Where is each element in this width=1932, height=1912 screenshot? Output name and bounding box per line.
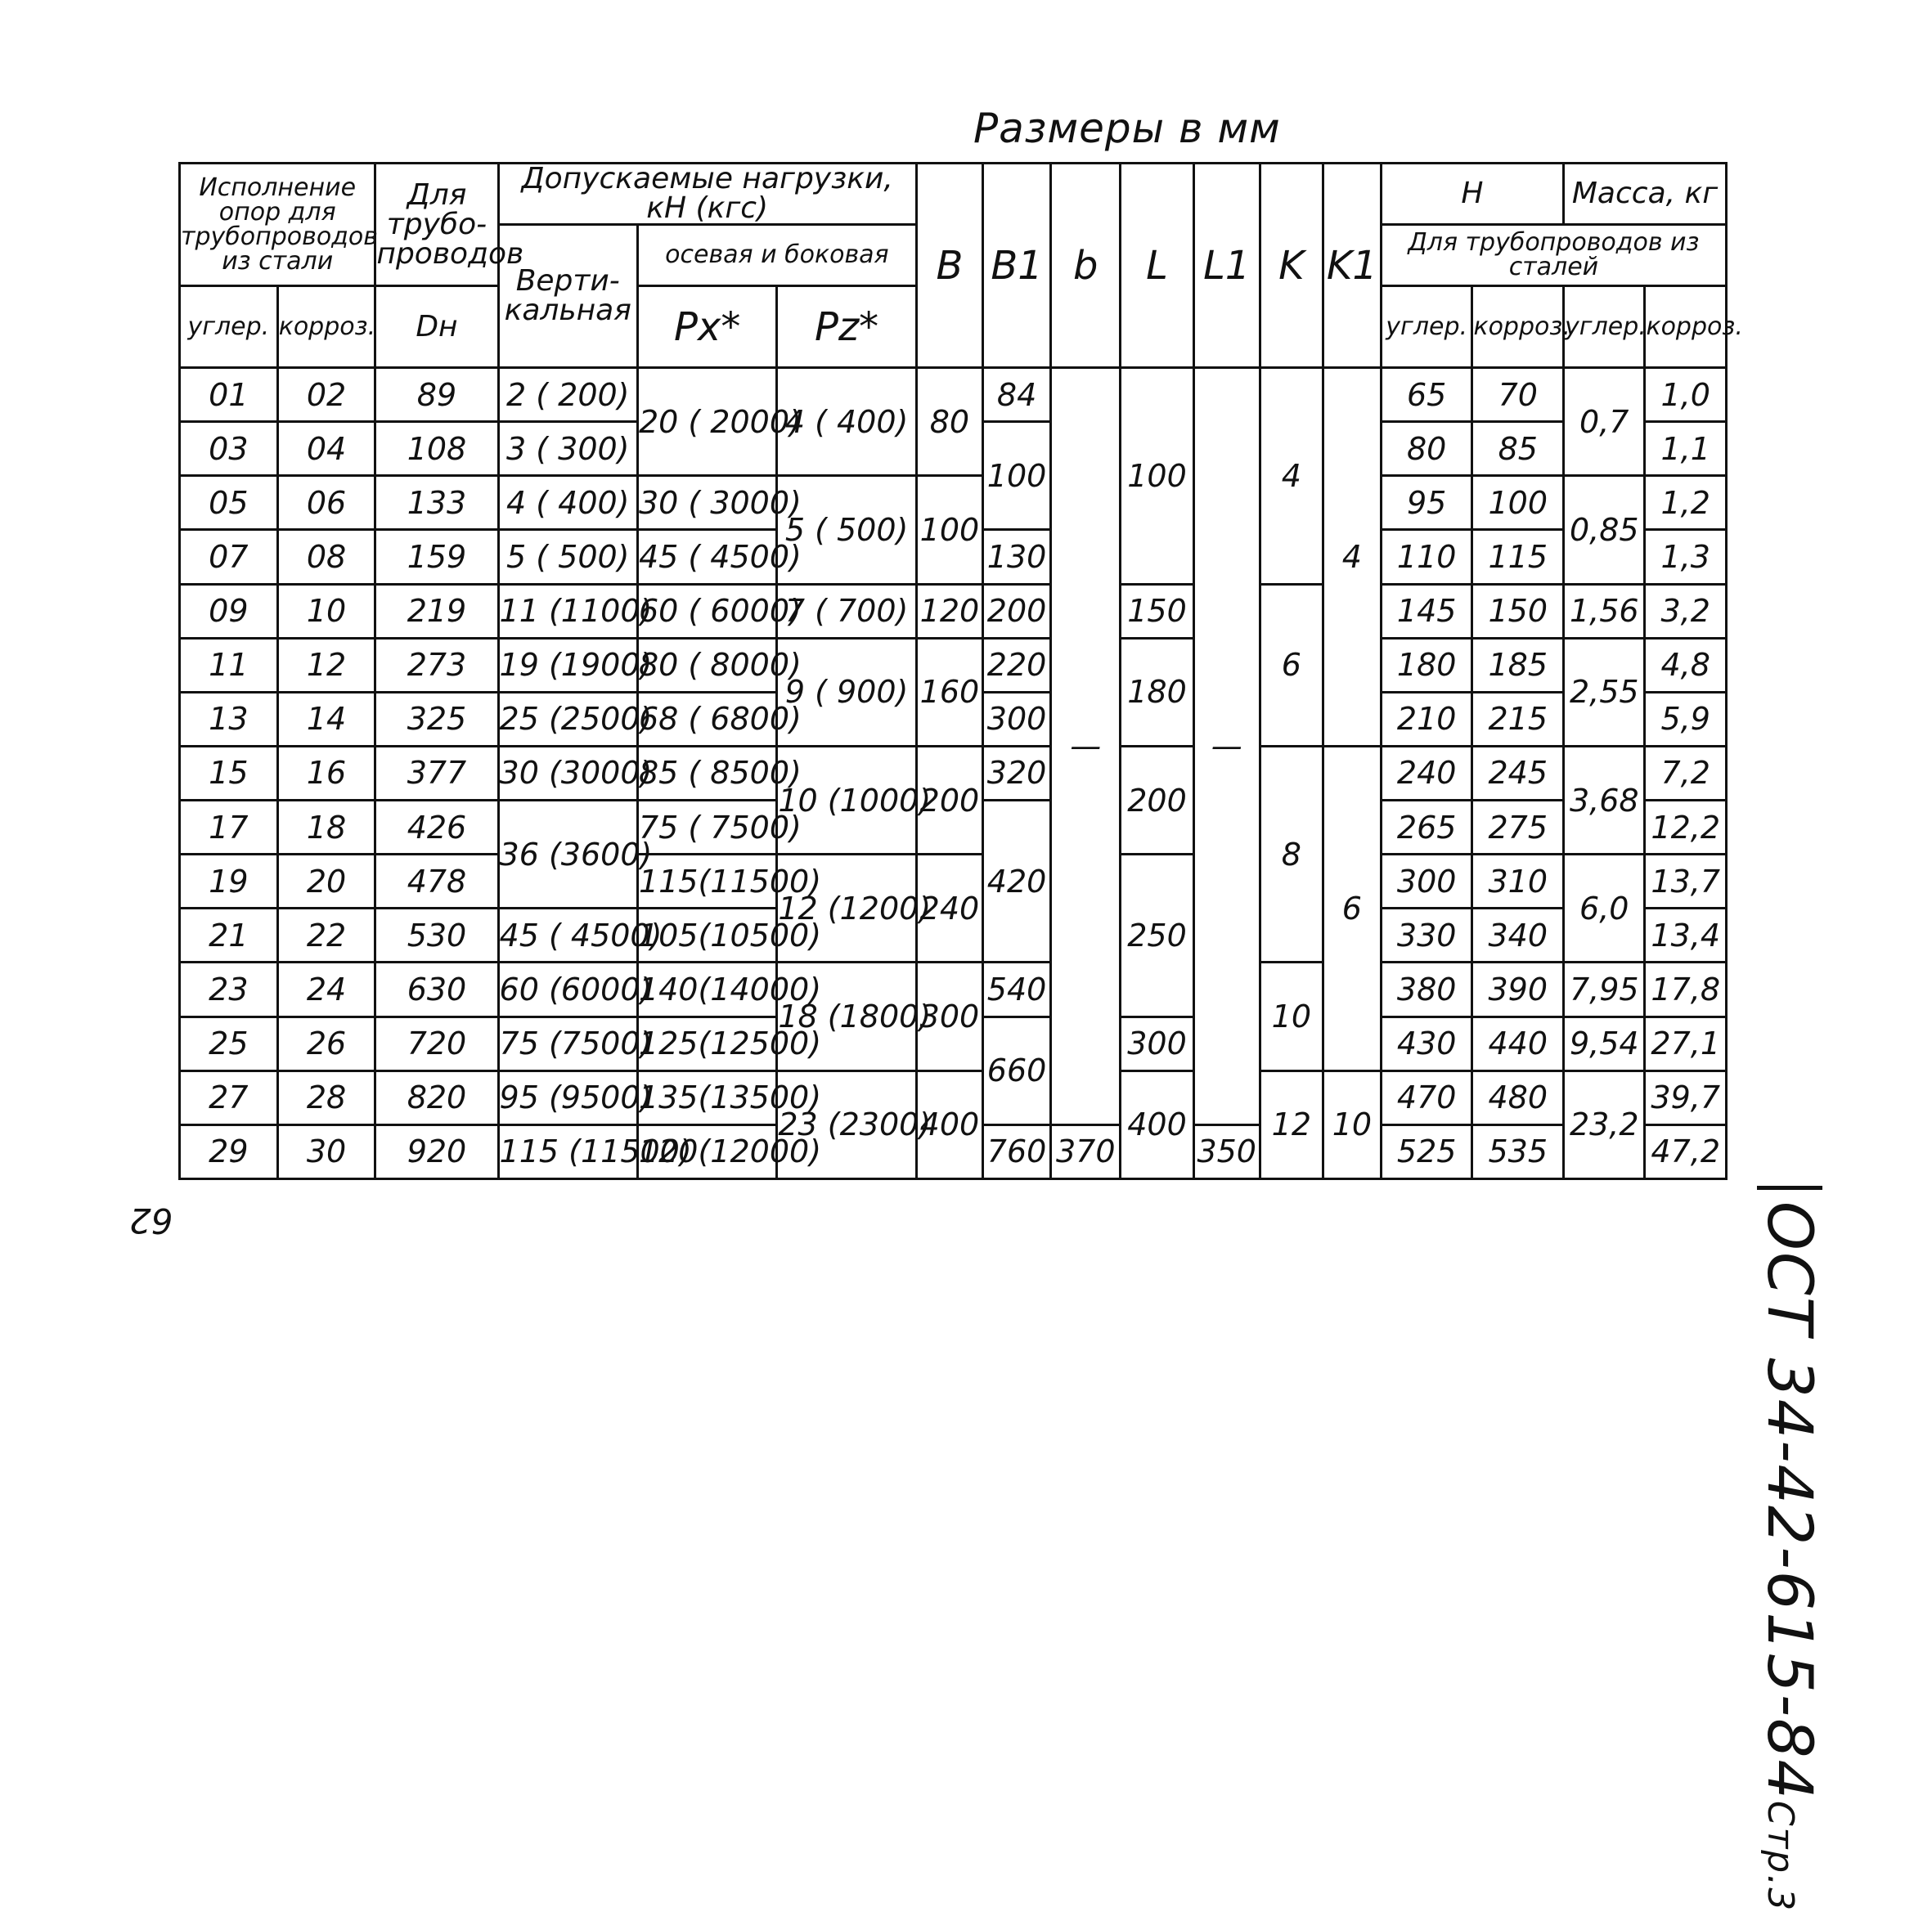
cell-h-carbon: 240 bbox=[1381, 746, 1472, 800]
cell-corros: 04 bbox=[277, 422, 375, 476]
m-carbon-header: углер. bbox=[1564, 286, 1645, 368]
cell-B1: 84 bbox=[982, 368, 1050, 422]
cell-h-corros: 150 bbox=[1472, 584, 1564, 638]
cell-K: 4 bbox=[1260, 368, 1323, 585]
cell-corros: 24 bbox=[277, 963, 375, 1017]
cell-pz: 12 (1200) bbox=[777, 855, 916, 963]
cell-dn: 108 bbox=[375, 422, 498, 476]
cell-vertical: 5 ( 500) bbox=[498, 530, 637, 584]
cell-B1: 660 bbox=[982, 1017, 1050, 1124]
cell-h-corros: 440 bbox=[1472, 1017, 1564, 1070]
cell-L1: — bbox=[1193, 368, 1260, 1125]
cell-corros: 10 bbox=[277, 584, 375, 638]
pz-header: Pz* bbox=[777, 286, 916, 368]
cell-m-carbon: 2,55 bbox=[1564, 638, 1645, 746]
m-corros-header: корроз. bbox=[1645, 286, 1727, 368]
cell-carbon: 23 bbox=[180, 963, 278, 1017]
cell-m-corros: 17,8 bbox=[1645, 963, 1727, 1017]
cell-px: 120(12000) bbox=[637, 1124, 776, 1178]
cell-vertical: 2 ( 200) bbox=[498, 368, 637, 422]
cell-px: 30 ( 3000) bbox=[637, 476, 776, 530]
cell-corros: 20 bbox=[277, 855, 375, 909]
cell-dn: 720 bbox=[375, 1017, 498, 1070]
for-steels-header: Для трубопроводов из сталей bbox=[1381, 225, 1726, 286]
cell-B1: 540 bbox=[982, 963, 1050, 1017]
cell-carbon: 21 bbox=[180, 909, 278, 963]
B1-header: B1 bbox=[982, 164, 1050, 368]
cell-b: — bbox=[1051, 368, 1121, 1125]
cell-h-carbon: 525 bbox=[1381, 1124, 1472, 1178]
cell-B1: 760 bbox=[982, 1124, 1050, 1178]
loads-header: Допускаемые нагрузки, кН (кгс) bbox=[498, 164, 916, 225]
cell-dn: 920 bbox=[375, 1124, 498, 1178]
cell-K: 6 bbox=[1260, 584, 1323, 746]
cell-m-corros: 1,2 bbox=[1645, 476, 1727, 530]
cell-h-corros: 185 bbox=[1472, 638, 1564, 692]
cell-px: 20 ( 2000) bbox=[637, 368, 776, 476]
cell-dn: 478 bbox=[375, 855, 498, 909]
cell-corros: 12 bbox=[277, 638, 375, 692]
cell-dn: 133 bbox=[375, 476, 498, 530]
cell-B1: 100 bbox=[982, 422, 1050, 530]
cell-m-carbon: 9,54 bbox=[1564, 1017, 1645, 1070]
cell-B: 80 bbox=[916, 368, 982, 476]
cell-m-corros: 27,1 bbox=[1645, 1017, 1727, 1070]
cell-h-corros: 310 bbox=[1472, 855, 1564, 909]
cell-h-corros: 340 bbox=[1472, 909, 1564, 963]
supports-spec-table bbox=[178, 162, 1743, 1180]
cell-carbon: 27 bbox=[180, 1070, 278, 1124]
cell-K1: 10 bbox=[1323, 1070, 1381, 1178]
cell-corros: 28 bbox=[277, 1070, 375, 1124]
cell-m-carbon: 1,56 bbox=[1564, 584, 1645, 638]
cell-h-corros: 115 bbox=[1472, 530, 1564, 584]
cell-h-corros: 245 bbox=[1472, 746, 1564, 800]
cell-carbon: 09 bbox=[180, 584, 278, 638]
cell-m-carbon: 7,95 bbox=[1564, 963, 1645, 1017]
cell-corros: 02 bbox=[277, 368, 375, 422]
cell-h-corros: 275 bbox=[1472, 801, 1564, 855]
L-header: L bbox=[1121, 164, 1193, 368]
H-header: H bbox=[1381, 164, 1563, 225]
cell-K1: 6 bbox=[1323, 746, 1381, 1070]
cell-dn: 377 bbox=[375, 746, 498, 800]
cell-K: 8 bbox=[1260, 746, 1323, 963]
cell-B1: 130 bbox=[982, 530, 1050, 584]
cell-carbon: 15 bbox=[180, 746, 278, 800]
cell-pz: 10 (1000) bbox=[777, 746, 916, 854]
cell-vertical: 60 (6000) bbox=[498, 963, 637, 1017]
cell-dn: 273 bbox=[375, 638, 498, 692]
cell-carbon: 19 bbox=[180, 855, 278, 909]
cell-px: 125(12500) bbox=[637, 1017, 776, 1070]
cell-h-carbon: 65 bbox=[1381, 368, 1472, 422]
cell-vertical: 36 (3600) bbox=[498, 801, 637, 909]
cell-vertical: 11 (1100) bbox=[498, 584, 637, 638]
cell-L: 250 bbox=[1121, 855, 1193, 1017]
cell-corros: 26 bbox=[277, 1017, 375, 1070]
cell-px: 105(10500) bbox=[637, 909, 776, 963]
cell-h-corros: 480 bbox=[1472, 1070, 1564, 1124]
B-header: B bbox=[916, 164, 982, 368]
cell-m-corros: 5,9 bbox=[1645, 692, 1727, 746]
cell-m-corros: 12,2 bbox=[1645, 801, 1727, 855]
cell-h-carbon: 180 bbox=[1381, 638, 1472, 692]
cell-h-carbon: 80 bbox=[1381, 422, 1472, 476]
cell-carbon: 29 bbox=[180, 1124, 278, 1178]
cell-m-carbon: 6,0 bbox=[1564, 855, 1645, 963]
cell-dn: 820 bbox=[375, 1070, 498, 1124]
cell-m-corros: 13,4 bbox=[1645, 909, 1727, 963]
cell-h-carbon: 380 bbox=[1381, 963, 1472, 1017]
page-number: 62 bbox=[129, 1201, 173, 1241]
cell-B1: 420 bbox=[982, 801, 1050, 963]
cell-vertical: 75 (7500) bbox=[498, 1017, 637, 1070]
cell-L: 100 bbox=[1121, 368, 1193, 585]
standard-code-label bbox=[1754, 1186, 1826, 1912]
pipe-header: Для трубо-проводов bbox=[375, 164, 498, 286]
variant-header: Исполнение опор для трубопроводов из стали bbox=[180, 164, 375, 286]
cell-carbon: 03 bbox=[180, 422, 278, 476]
cell-b: 370 bbox=[1051, 1124, 1121, 1178]
cell-carbon: 13 bbox=[180, 692, 278, 746]
standard-code: ОСТ 34-42-615-84 bbox=[1754, 1201, 1826, 1801]
cell-h-carbon: 470 bbox=[1381, 1070, 1472, 1124]
cell-h-carbon: 145 bbox=[1381, 584, 1472, 638]
b-header: b bbox=[1051, 164, 1121, 368]
cell-px: 140(14000) bbox=[637, 963, 776, 1017]
cell-px: 80 ( 8000) bbox=[637, 638, 776, 692]
cell-m-carbon: 0,7 bbox=[1564, 368, 1645, 476]
cell-dn: 159 bbox=[375, 530, 498, 584]
cell-m-corros: 1,0 bbox=[1645, 368, 1727, 422]
cell-h-corros: 85 bbox=[1472, 422, 1564, 476]
cell-vertical: 25 (2500) bbox=[498, 692, 637, 746]
page-suffix: Стр.3 bbox=[1759, 1800, 1801, 1912]
vertical-header: Верти-кальная bbox=[498, 225, 637, 368]
K1-header: K1 bbox=[1323, 164, 1381, 368]
cell-corros: 16 bbox=[277, 746, 375, 800]
cell-carbon: 07 bbox=[180, 530, 278, 584]
h-carbon-header: углер. bbox=[1381, 286, 1472, 368]
cell-m-corros: 47,2 bbox=[1645, 1124, 1727, 1178]
cell-pz: 4 ( 400) bbox=[777, 368, 916, 476]
cell-dn: 219 bbox=[375, 584, 498, 638]
cell-B: 160 bbox=[916, 638, 982, 746]
cell-L: 180 bbox=[1121, 638, 1193, 746]
cell-pz: 9 ( 900) bbox=[777, 638, 916, 746]
cell-vertical: 95 (9500) bbox=[498, 1070, 637, 1124]
cell-h-carbon: 110 bbox=[1381, 530, 1472, 584]
cell-px: 85 ( 8500) bbox=[637, 746, 776, 800]
cell-m-corros: 3,2 bbox=[1645, 584, 1727, 638]
axial-side-header: осевая и боковая bbox=[637, 225, 916, 286]
cell-B: 300 bbox=[916, 963, 982, 1070]
cell-B: 120 bbox=[916, 584, 982, 638]
cell-dn: 325 bbox=[375, 692, 498, 746]
cell-pz: 5 ( 500) bbox=[777, 476, 916, 584]
cell-h-carbon: 265 bbox=[1381, 801, 1472, 855]
cell-L: 200 bbox=[1121, 746, 1193, 854]
dn-header: Dн bbox=[375, 286, 498, 368]
cell-px: 115(11500) bbox=[637, 855, 776, 909]
cell-corros: 06 bbox=[277, 476, 375, 530]
cell-K: 10 bbox=[1260, 963, 1323, 1070]
cell-h-carbon: 300 bbox=[1381, 855, 1472, 909]
carbon-header: углер. bbox=[180, 286, 278, 368]
cell-dn: 530 bbox=[375, 909, 498, 963]
cell-K: 12 bbox=[1260, 1070, 1323, 1178]
cell-m-corros: 1,3 bbox=[1645, 530, 1727, 584]
cell-vertical: 30 (3000) bbox=[498, 746, 637, 800]
cell-carbon: 17 bbox=[180, 801, 278, 855]
cell-vertical: 4 ( 400) bbox=[498, 476, 637, 530]
cell-vertical: 3 ( 300) bbox=[498, 422, 637, 476]
cell-px: 60 ( 6000) bbox=[637, 584, 776, 638]
cell-carbon: 05 bbox=[180, 476, 278, 530]
cell-B: 100 bbox=[916, 476, 982, 584]
cell-pz: 7 ( 700) bbox=[777, 584, 916, 638]
cell-corros: 22 bbox=[277, 909, 375, 963]
cell-h-corros: 100 bbox=[1472, 476, 1564, 530]
h-corros-header: корроз. bbox=[1472, 286, 1564, 368]
cell-corros: 08 bbox=[277, 530, 375, 584]
cell-dn: 426 bbox=[375, 801, 498, 855]
cell-B: 200 bbox=[916, 746, 982, 854]
cell-B: 400 bbox=[916, 1070, 982, 1178]
cell-B1: 300 bbox=[982, 692, 1050, 746]
cell-corros: 18 bbox=[277, 801, 375, 855]
cell-h-corros: 390 bbox=[1472, 963, 1564, 1017]
cell-carbon: 25 bbox=[180, 1017, 278, 1070]
K-header: K bbox=[1260, 164, 1323, 368]
dimensions-caption: Размеры в мм bbox=[973, 105, 1281, 152]
cell-dn: 630 bbox=[375, 963, 498, 1017]
cell-dn: 89 bbox=[375, 368, 498, 422]
cell-K1: 4 bbox=[1323, 368, 1381, 747]
cell-B1: 320 bbox=[982, 746, 1050, 800]
cell-px: 135(13500) bbox=[637, 1070, 776, 1124]
cell-pz: 23 (2300) bbox=[777, 1070, 916, 1178]
cell-pz: 18 (1800) bbox=[777, 963, 916, 1070]
cell-m-corros: 13,7 bbox=[1645, 855, 1727, 909]
cell-m-carbon: 23,2 bbox=[1564, 1070, 1645, 1178]
cell-L1: 350 bbox=[1193, 1124, 1260, 1178]
cell-L: 150 bbox=[1121, 584, 1193, 638]
cell-vertical: 45 ( 4500) bbox=[498, 909, 637, 963]
cell-h-carbon: 210 bbox=[1381, 692, 1472, 746]
corros-header: корроз. bbox=[277, 286, 375, 368]
cell-px: 45 ( 4500) bbox=[637, 530, 776, 584]
cell-m-carbon: 3,68 bbox=[1564, 746, 1645, 854]
cell-corros: 30 bbox=[277, 1124, 375, 1178]
cell-vertical: 115 (11500) bbox=[498, 1124, 637, 1178]
cell-B: 240 bbox=[916, 855, 982, 963]
cell-m-carbon: 0,85 bbox=[1564, 476, 1645, 584]
cell-m-corros: 1,1 bbox=[1645, 422, 1727, 476]
cell-L: 400 bbox=[1121, 1070, 1193, 1178]
cell-px: 75 ( 7500) bbox=[637, 801, 776, 855]
cell-h-carbon: 95 bbox=[1381, 476, 1472, 530]
mass-header: Масса, кг bbox=[1564, 164, 1727, 225]
cell-px: 68 ( 6800) bbox=[637, 692, 776, 746]
cell-vertical: 19 (1900) bbox=[498, 638, 637, 692]
cell-B1: 200 bbox=[982, 584, 1050, 638]
cell-m-corros: 39,7 bbox=[1645, 1070, 1727, 1124]
cell-L: 300 bbox=[1121, 1017, 1193, 1070]
cell-h-carbon: 430 bbox=[1381, 1017, 1472, 1070]
L1-header: L1 bbox=[1193, 164, 1260, 368]
cell-m-corros: 7,2 bbox=[1645, 746, 1727, 800]
cell-h-carbon: 330 bbox=[1381, 909, 1472, 963]
cell-h-corros: 70 bbox=[1472, 368, 1564, 422]
cell-m-corros: 4,8 bbox=[1645, 638, 1727, 692]
cell-carbon: 11 bbox=[180, 638, 278, 692]
cell-B1: 220 bbox=[982, 638, 1050, 692]
cell-carbon: 01 bbox=[180, 368, 278, 422]
cell-h-corros: 215 bbox=[1472, 692, 1564, 746]
px-header: Px* bbox=[637, 286, 776, 368]
cell-corros: 14 bbox=[277, 692, 375, 746]
cell-h-corros: 535 bbox=[1472, 1124, 1564, 1178]
